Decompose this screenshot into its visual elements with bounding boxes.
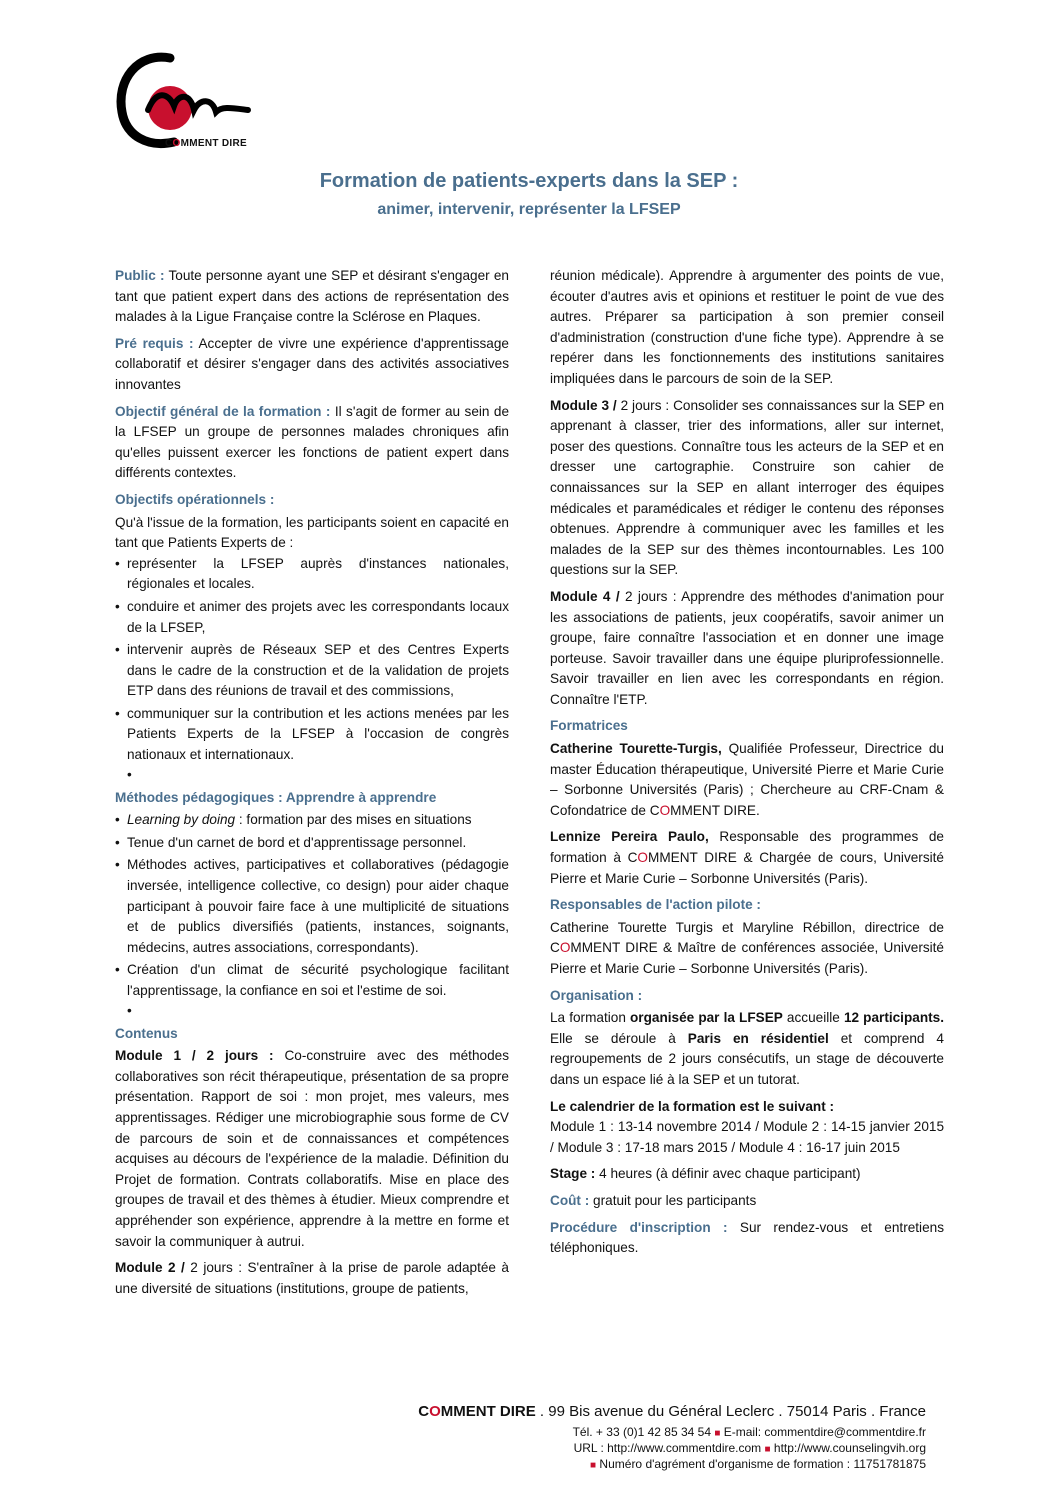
contenus-heading: Contenus (115, 1025, 178, 1041)
page-subtitle: animer, intervenir, représenter la LFSEP (377, 201, 681, 218)
stage-line: Stage : 4 heures (à définir avec chaque participant) (550, 1166, 861, 1182)
list-item: • Création d'un climat de sécurité psychologique facilitant l'apprentissage, la confiance en soi et l'estime de soi. (115, 960, 509, 1001)
list-item: • conduire et animer des projets avec les correspondants locaux de la LFSEP, (115, 597, 509, 638)
footer-agrement: ■ Numéro d'agrément d'organisme de formation : 11751781875 (590, 1457, 926, 1471)
prereq-paragraph: Pré requis : Accepter de vivre une expérience d'apprentissage collaboratif et désirer s'engager dans des activités associatives innovantes (115, 335, 509, 392)
responsables-paragraph: Catherine Tourette Turgis et Maryline Rébillon, directrice de COMMENT DIRE & Maître de conférences associée, Université Pierre et Marie Curie – Sorbonne Universités (Paris). (550, 919, 944, 976)
square-bullet-icon: ■ (764, 1444, 771, 1455)
objgen-paragraph: Objectif général de la formation : Il s'agit de former au sein de la LFSEP un groupe de personnes malades chroniques afin qu'elles puissent exercer les fonctions de patient expert dans différents contextes. (115, 403, 510, 481)
footer-url-link[interactable]: URL : http://www.commentdire.com (573, 1441, 762, 1455)
methodes-list (115, 810, 509, 1001)
objop-list (115, 554, 509, 766)
formatrice-1: Catherine Tourette-Turgis, Qualifiée Professeur, Directrice du master Éducation thérapeutique, Université Pierre et Marie Curie – Sorbonne Universités (Paris) ; Chercheure au CRF-Cnam & Cofondatrice de COMMENT DIRE. (550, 741, 944, 818)
square-bullet-icon: ■ (714, 1428, 721, 1439)
right-column (550, 266, 944, 1265)
page-title: Formation de patients-experts dans la SEP : (319, 170, 739, 192)
logo-text: COMMENT DIRE (165, 138, 247, 149)
list-item: • Méthodes actives, participatives et collaboratives (pédagogie inversée, intelligence collective, co design) pour aider chaque participant à pouvoir faire face à une multiplicité de situations et de publics diversifiés (patients, instances, soignants, médecins, autres associations, correspondants). (115, 855, 509, 958)
organisation-paragraph: La formation organisée par la LFSEP accueille 12 participants. Elle se déroule à Paris en résidentiel et comprend 4 regroupements de 2 jours consécutifs, un stage de découverte dans un espace lié à la SEP et un tutorat. (550, 1010, 944, 1087)
formatrices-heading: Formatrices (550, 718, 628, 734)
list-item: • Tenue d'un carnet de bord et d'apprentissage personnel. (115, 833, 509, 854)
list-item: • intervenir auprès de Réseaux SEP et des Centres Experts dans le cadre de la construction et de la validation de projets ETP dans des réunions de travail et des commissions, (115, 640, 509, 702)
public-paragraph: Public : Toute personne ayant une SEP et désirant s'engager en tant que patient expert dans des actions de représentation des malades à la Ligue Française contre la Sclérose en Plaques. (115, 268, 509, 325)
objop-intro: Qu'à l'issue de la formation, les participants soient en capacité en tant que Patients Experts de : (115, 514, 509, 551)
footer-contact: Tél. + 33 (0)1 42 85 34 54 ■ E-mail: commentdire@commentdire.fr (572, 1425, 926, 1439)
stray-bullet: • (127, 1002, 132, 1018)
formatrice-2: Lennize Pereira Paulo, Responsable des programmes de formation à COMMENT DIRE & Chargée de cours, Université Pierre et Marie Curie – Sorbonne Universités (Paris). (550, 829, 944, 886)
module3-paragraph: Module 3 / 2 jours : Consolider ses connaissances sur la SEP en apprenant à classer, trier des informations, aller sur internet, poser des questions. Connaître tous les acteurs de la SEP et en dresser une cartographie. Construire son cahier de connaissances sur la SEP en allant interroger des équipes médicales et paramédicales et rédiger le contenu des réponses obtenues. Apprendre à communiquer avec les familles et les malades de la SEP sur des thèmes incontournables. Les 100 questions sur la SEP. (550, 397, 945, 578)
left-column (115, 266, 509, 1305)
calendrier-heading: Le calendrier de la formation est le suivant : (550, 1098, 835, 1114)
module2-paragraph: Module 2 / 2 jours : S'entraîner à la prise de parole adaptée à une diversité de situations (institutions, groupe de patients, (115, 1260, 509, 1296)
square-bullet-icon: ■ (590, 1460, 597, 1471)
footer-url-link[interactable]: http://www.counselingvih.org (770, 1441, 926, 1455)
organisation-heading: Organisation : (550, 987, 643, 1003)
calendrier-text: Module 1 : 13-14 novembre 2014 / Module 2 : 14-15 janvier 2015 / Module 3 : 17-18 mars 2015 / Module 4 : 16-17 juin 2015 (550, 1119, 944, 1155)
module2-continuation: réunion médicale). Apprendre à argumenter des points de vue, écouter d'autres avis et opinions et restituer le point de vue des autres. Préparer sa participation à son premier conseil d'administration (construction d'une fiche type). Apprendre à se repérer dans les fonctionnements des institutions sanitaires impliquées dans le parcours de soin de la SEP. (550, 268, 944, 386)
module4-paragraph: Module 4 / 2 jours : Apprendre des méthodes d'animation pour les associations de patients, jeux coopératifs, savoir animer un groupe, faire connaître l'association et en donner une image porteuse. Savoir travailler dans une équipe pluriprofessionnelle. Savoir travailler en lien avec les correspondants en région. Connaître l'ETP. (550, 588, 944, 707)
objop-heading: Objectifs opérationnels : (115, 491, 275, 507)
methodes-heading: Méthodes pédagogiques : Apprendre à apprendre (115, 789, 437, 805)
list-item: • Learning by doing : formation par des mises en situations (115, 810, 509, 831)
list-item: • communiquer sur la contribution et les actions menées par les Patients Experts de la LFSEP à l'occasion de congrès nationaux et internationaux. (115, 704, 509, 766)
stray-bullet: • (127, 766, 132, 782)
module1-paragraph: Module 1 / 2 jours : Co-construire avec des méthodes collaboratives son récit thérapeutique, présentation de sa propre présentation. Rapport de soi : mon projet, mes valeurs, mes apprentissages. Rédiger une microbiographie sous forme de CV de parcours de soin et de connaissances et compétences acquises au décours de l'expérience de la maladie. Définition du Projet de formation. Contrats collaboratifs. Mise en place des groupes de travail et des thèmes à étudier. Mieux comprendre et appréhender son expérience, apprendre à la mettre en forme et savoir la communiquer à autrui. (115, 1048, 509, 1249)
footer-address: COMMENT DIRE . 99 Bis avenue du Général Leclerc . 75014 Paris . France (418, 1403, 926, 1420)
responsables-heading: Responsables de l'action pilote : (550, 897, 761, 913)
cout-line: Coût : gratuit pour les participants (550, 1192, 757, 1208)
procedure-line: Procédure d'inscription : Sur rendez-vous et entretiens téléphoniques. (550, 1219, 944, 1256)
list-item: • représenter la LFSEP auprès d'instances nationales, régionales et locales. (115, 554, 509, 595)
